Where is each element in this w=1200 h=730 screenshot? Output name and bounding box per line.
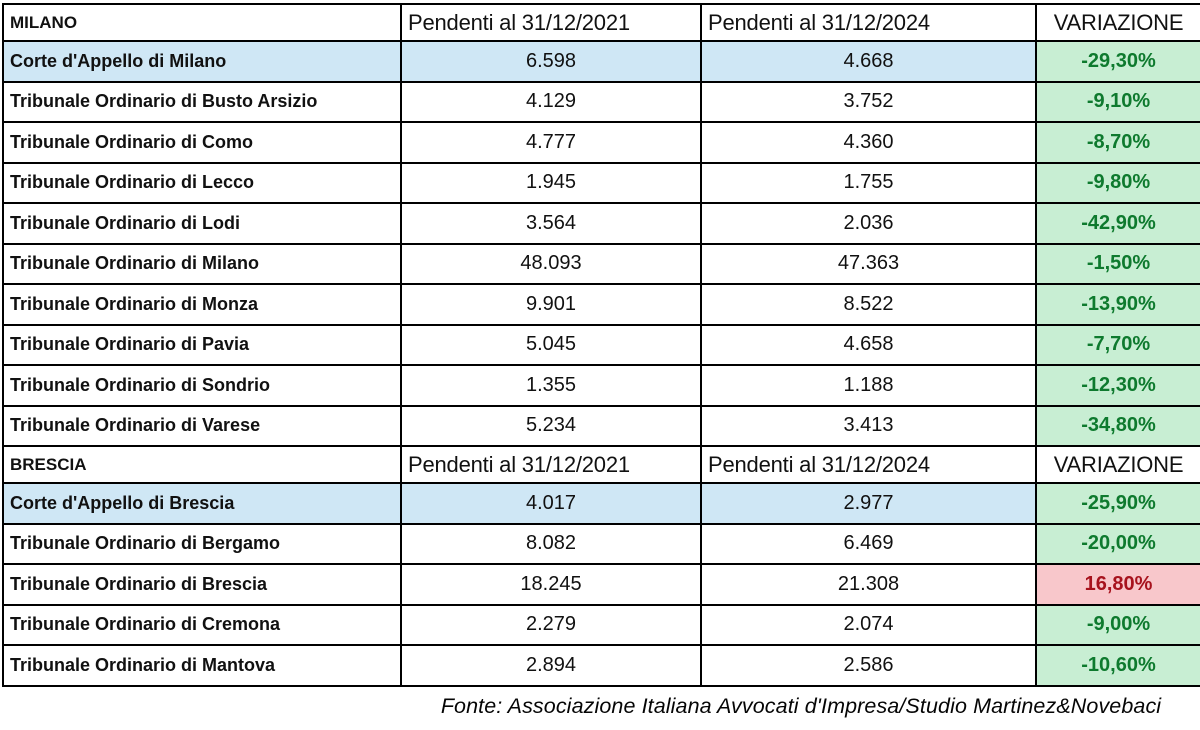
table-row — [3, 203, 1200, 244]
court-name-cell: Tribunale Ordinario di Busto Arsizio — [3, 82, 401, 123]
variation-cell: -20,00% — [1036, 524, 1200, 565]
pending-2024-cell: 2.586 — [701, 645, 1036, 686]
footer-empty-cell — [3, 686, 401, 726]
pending-2024-cell: 8.522 — [701, 284, 1036, 325]
table-row — [3, 41, 1200, 82]
table-row — [3, 406, 1200, 447]
pending-2021-cell: 48.093 — [401, 244, 701, 285]
table-row — [3, 244, 1200, 285]
source-note: Fonte: Associazione Italiana Avvocati d'Impresa/Studio Martinez&Novebaci — [401, 686, 1200, 726]
court-name-cell: Tribunale Ordinario di Varese — [3, 406, 401, 447]
court-name-cell: Tribunale Ordinario di Lecco — [3, 163, 401, 204]
court-name-cell: Tribunale Ordinario di Monza — [3, 284, 401, 325]
pending-2021-cell: 5.234 — [401, 406, 701, 447]
court-name-cell: Tribunale Ordinario di Brescia — [3, 564, 401, 605]
court-name-cell: Tribunale Ordinario di Bergamo — [3, 524, 401, 565]
table-row — [3, 122, 1200, 163]
variation-cell: -9,00% — [1036, 605, 1200, 646]
pending-2021-cell: 1.355 — [401, 365, 701, 406]
table-row — [3, 82, 1200, 123]
col-header-pendenti-2024: Pendenti al 31/12/2024 — [701, 446, 1036, 483]
pending-2021-cell: 4.017 — [401, 483, 701, 524]
pending-2024-cell: 1.755 — [701, 163, 1036, 204]
region-label: MILANO — [3, 4, 401, 41]
table-row — [3, 564, 1200, 605]
court-name-cell: Tribunale Ordinario di Mantova — [3, 645, 401, 686]
variation-cell: -34,80% — [1036, 406, 1200, 447]
pending-2024-cell: 4.360 — [701, 122, 1036, 163]
table-row — [3, 163, 1200, 204]
pending-2024-cell: 3.752 — [701, 82, 1036, 123]
pending-2024-cell: 2.074 — [701, 605, 1036, 646]
variation-cell: -10,60% — [1036, 645, 1200, 686]
col-header-pendenti-2021: Pendenti al 31/12/2021 — [401, 446, 701, 483]
variation-cell: -13,90% — [1036, 284, 1200, 325]
pending-2021-cell: 3.564 — [401, 203, 701, 244]
section-header-row — [3, 4, 1200, 41]
pending-2024-cell: 1.188 — [701, 365, 1036, 406]
court-name-cell: Corte d'Appello di Milano — [3, 41, 401, 82]
pending-2021-cell: 4.777 — [401, 122, 701, 163]
table-row — [3, 284, 1200, 325]
court-name-cell: Tribunale Ordinario di Sondrio — [3, 365, 401, 406]
pending-2024-cell: 2.977 — [701, 483, 1036, 524]
variation-cell: -12,30% — [1036, 365, 1200, 406]
table-row — [3, 605, 1200, 646]
table-row — [3, 325, 1200, 366]
col-header-pendenti-2021: Pendenti al 31/12/2021 — [401, 4, 701, 41]
pending-2024-cell: 21.308 — [701, 564, 1036, 605]
variation-cell: -1,50% — [1036, 244, 1200, 285]
pending-2021-cell: 5.045 — [401, 325, 701, 366]
pending-2024-cell: 2.036 — [701, 203, 1036, 244]
pending-2024-cell: 4.658 — [701, 325, 1036, 366]
pendency-table — [2, 3, 1200, 726]
variation-cell: -9,10% — [1036, 82, 1200, 123]
pending-2021-cell: 2.279 — [401, 605, 701, 646]
pending-2021-cell: 18.245 — [401, 564, 701, 605]
variation-cell: 16,80% — [1036, 564, 1200, 605]
pending-2021-cell: 2.894 — [401, 645, 701, 686]
court-name-cell: Tribunale Ordinario di Milano — [3, 244, 401, 285]
pending-2021-cell: 9.901 — [401, 284, 701, 325]
pendency-table-body — [3, 4, 1200, 726]
pending-2021-cell: 8.082 — [401, 524, 701, 565]
table-row — [3, 645, 1200, 686]
variation-cell: -42,90% — [1036, 203, 1200, 244]
pending-2024-cell: 47.363 — [701, 244, 1036, 285]
court-name-cell: Tribunale Ordinario di Pavia — [3, 325, 401, 366]
variation-cell: -8,70% — [1036, 122, 1200, 163]
court-name-cell: Tribunale Ordinario di Cremona — [3, 605, 401, 646]
table-row — [3, 483, 1200, 524]
pending-2024-cell: 6.469 — [701, 524, 1036, 565]
pending-2021-cell: 4.129 — [401, 82, 701, 123]
col-header-variazione: VARIAZIONE — [1036, 446, 1200, 483]
col-header-variazione: VARIAZIONE — [1036, 4, 1200, 41]
variation-cell: -7,70% — [1036, 325, 1200, 366]
court-name-cell: Tribunale Ordinario di Como — [3, 122, 401, 163]
pending-2021-cell: 6.598 — [401, 41, 701, 82]
region-label: BRESCIA — [3, 446, 401, 483]
court-name-cell: Corte d'Appello di Brescia — [3, 483, 401, 524]
pending-2021-cell: 1.945 — [401, 163, 701, 204]
pending-2024-cell: 3.413 — [701, 406, 1036, 447]
col-header-pendenti-2024: Pendenti al 31/12/2024 — [701, 4, 1036, 41]
source-footer-row — [3, 686, 1200, 726]
variation-cell: -9,80% — [1036, 163, 1200, 204]
variation-cell: -25,90% — [1036, 483, 1200, 524]
table-row — [3, 524, 1200, 565]
court-name-cell: Tribunale Ordinario di Lodi — [3, 203, 401, 244]
table-row — [3, 365, 1200, 406]
section-header-row — [3, 446, 1200, 483]
variation-cell: -29,30% — [1036, 41, 1200, 82]
pending-2024-cell: 4.668 — [701, 41, 1036, 82]
